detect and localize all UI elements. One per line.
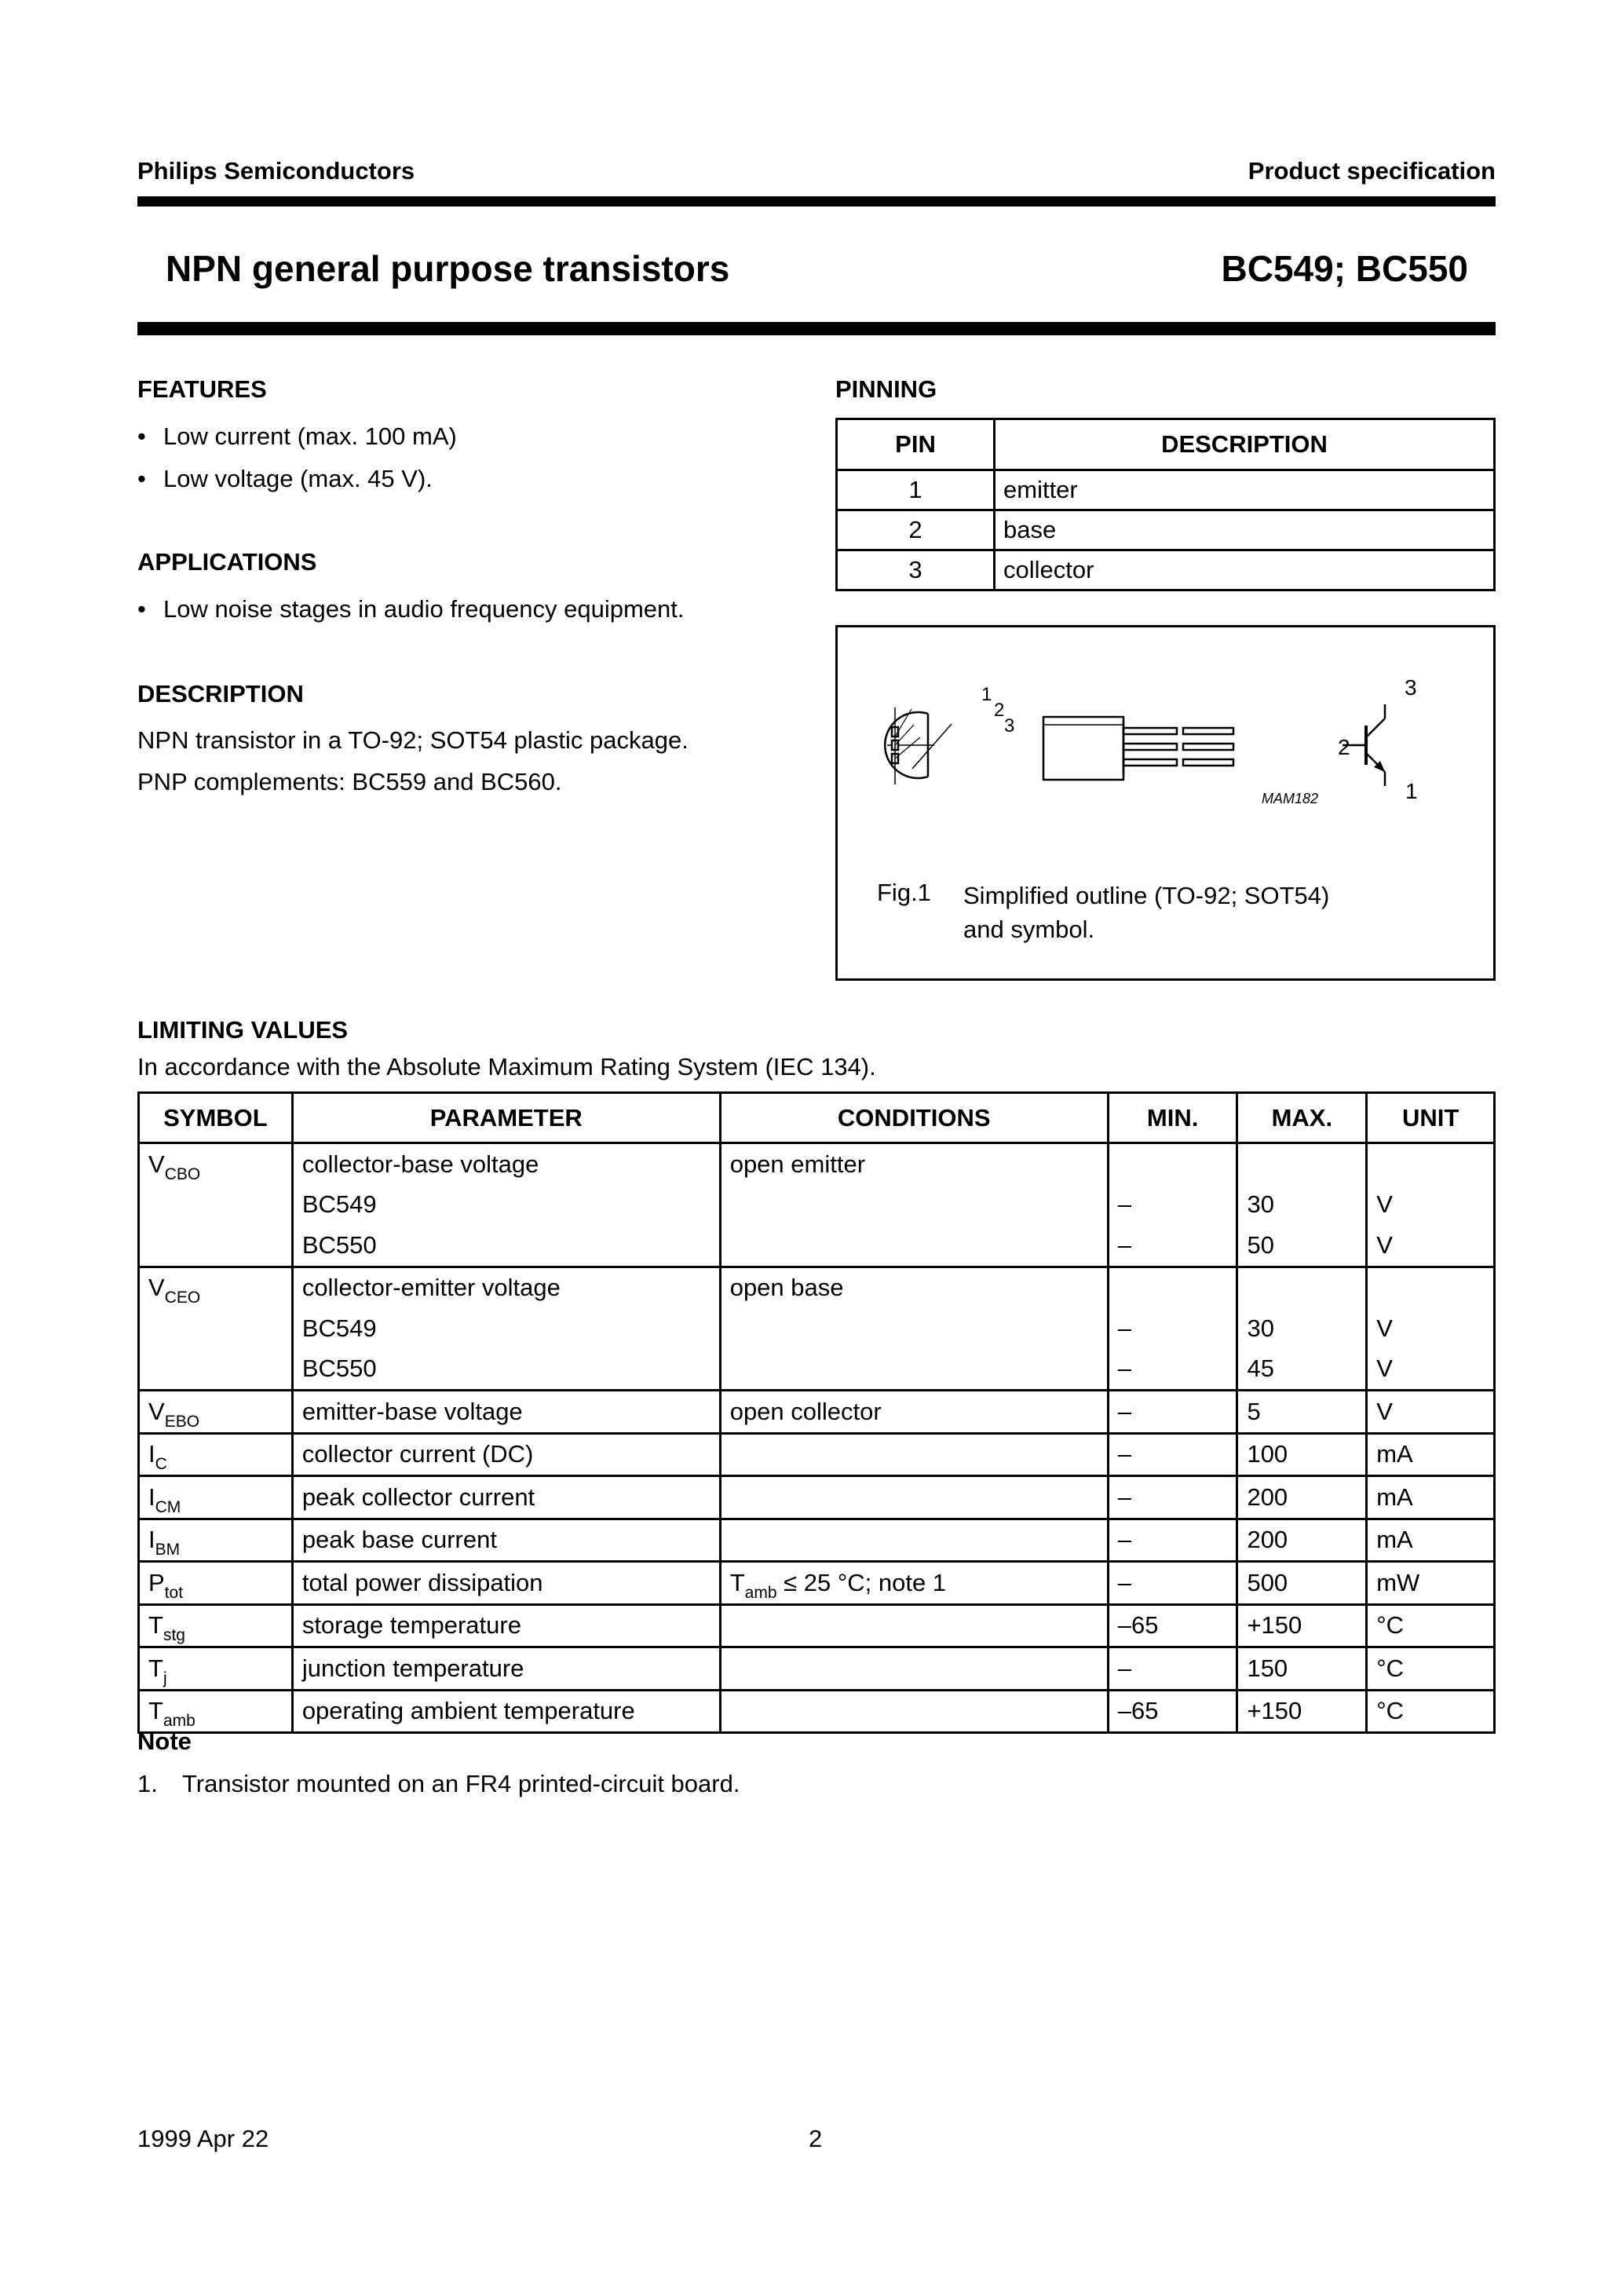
table-row: 3 collector (837, 550, 1495, 590)
symbol-collector-label: 3 (1405, 675, 1417, 700)
pinning-table (835, 418, 1496, 591)
figure-code: MAM182 (1262, 791, 1319, 806)
table-row: 2 base (837, 510, 1495, 550)
table-header-row: SYMBOL PARAMETER CONDITIONS MIN. MAX. UNIT (139, 1093, 1495, 1143)
applications-heading: APPLICATIONS (137, 548, 317, 576)
applications-item: • Low noise stages in audio frequency equipment. (137, 595, 685, 623)
limiting-intro: In accordance with the Absolute Maximum Rating System (IEC 134). (137, 1053, 876, 1080)
description-heading: DESCRIPTION (137, 680, 304, 707)
table-row: BC550 – 50 V (139, 1225, 1495, 1267)
document-type: Product specification (1248, 157, 1496, 185)
desc-col-header: DESCRIPTION (995, 419, 1495, 470)
table-row: $T_{amb}$ operating ambient temperature –65 +150 °C (139, 1690, 1495, 1733)
features-item: • Low voltage (max. 45 V). (137, 465, 433, 492)
header-rule (137, 196, 1496, 207)
note-text: Transistor mounted on an FR4 printed-circuit board. (182, 1770, 740, 1797)
table-row: $I_C$ collector current (DC) – 100 mA (139, 1433, 1495, 1476)
symbol-base-label: 2 (1338, 735, 1350, 759)
table-row: $I_{CM}$ peak collector current – 200 mA (139, 1476, 1495, 1519)
note-heading: Note (137, 1727, 192, 1755)
table-row: $I_{BM}$ peak base current – 200 mA (139, 1519, 1495, 1562)
table-row: $V_{CBO}$ collector-base voltage open emitter (139, 1143, 1495, 1185)
table-row: 1 emitter (837, 470, 1495, 510)
table-row: BC549 – 30 V (139, 1185, 1495, 1226)
title-rule (137, 322, 1496, 335)
table-row: $V_{CEO}$ collector-emitter voltage open base (139, 1267, 1495, 1308)
table-row: $V_{EBO}$ emitter-base voltage open collector – 5 V (139, 1391, 1495, 1434)
page-title: NPN general purpose transistors (166, 248, 730, 289)
table-row: BC549 – 30 V (139, 1308, 1495, 1349)
part-numbers: BC549; BC550 (1221, 248, 1468, 289)
table-row: $P_{tot}$ total power dissipation $T_{amb} \le 25$ °C; note 1 – 500 mW (139, 1562, 1495, 1605)
page-number: 2 (809, 2125, 823, 2152)
pinning-heading: PINNING (835, 375, 937, 403)
figure-box (835, 625, 1496, 981)
outline-pin-label: 2 (994, 700, 1005, 721)
footer-date: 1999 Apr 22 (137, 2125, 269, 2152)
symbol-emitter-label: 1 (1405, 779, 1418, 803)
package-outline-figure (838, 659, 1493, 839)
table-row: $T_{stg}$ storage temperature –65 +150 °C (139, 1604, 1495, 1647)
features-item: • Low current (max. 100 mA) (137, 422, 457, 450)
figure-caption: Simplified outline (TO-92; SOT54) and symbol. (963, 882, 1330, 943)
description-text: NPN transistor in a TO-92; SOT54 plastic package. PNP complements: BC559 and BC560. (137, 726, 689, 795)
limiting-values-table (137, 1091, 1496, 1734)
pin-col-header: PIN (837, 419, 995, 470)
outline-pin-label: 1 (981, 684, 992, 705)
company-name: Philips Semiconductors (137, 157, 415, 185)
limiting-heading: LIMITING VALUES (137, 1016, 349, 1044)
note-number: 1. (137, 1770, 158, 1797)
outline-pin-label: 3 (1004, 715, 1015, 737)
features-heading: FEATURES (137, 375, 267, 403)
figure-number: Fig.1 (877, 879, 931, 906)
table-row: BC550 – 45 V (139, 1349, 1495, 1391)
table-row: $T_j$ junction temperature – 150 °C (139, 1647, 1495, 1691)
